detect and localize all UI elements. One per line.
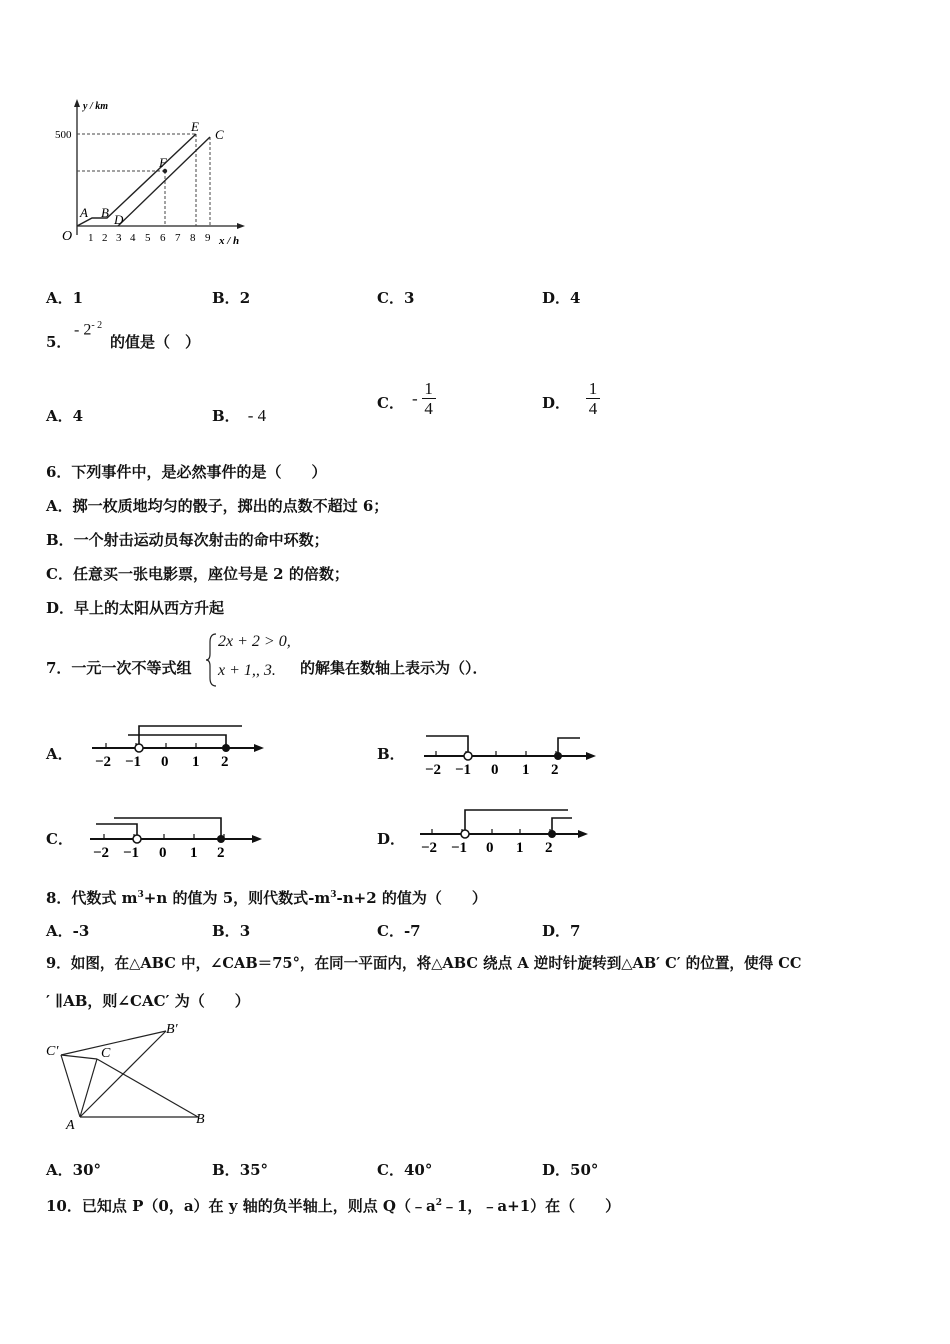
option-letter: B． (212, 922, 240, 940)
q7-numberline-a[interactable] (88, 722, 268, 770)
q4-option-c[interactable] (377, 287, 414, 308)
tick-label: −1 (451, 840, 468, 854)
x-tick: 7 (175, 232, 181, 244)
q8-stem-part1: 8．代数式 m (46, 889, 138, 907)
q5-option-a[interactable] (46, 405, 83, 426)
tick-label: 2 (545, 840, 553, 854)
tick-label: 1 (516, 840, 524, 854)
q4-option-a[interactable] (46, 287, 83, 308)
line-oabe (77, 134, 196, 226)
denominator: 4 (588, 399, 598, 418)
fraction (422, 379, 436, 418)
label-b: B (196, 1112, 205, 1127)
q6-option-b[interactable]: B．一个射击运动员每次射击的命中环数； (46, 531, 329, 549)
q7-brace-icon (206, 632, 218, 688)
q5-stem: 的值是（ ） (110, 333, 201, 351)
tick-label: −1 (455, 762, 472, 778)
tick-label: 0 (486, 840, 494, 854)
q9-stem-line1: 9．如图，在△ABC 中，∠CAB＝75°，在同一平面内，将△ABC 绕点 A 逆时针旋转到△AB′ C′ 的位置，使得 CC (46, 955, 802, 972)
x-tick: 8 (190, 232, 196, 244)
option-letter: B． (212, 407, 240, 425)
option-text: 40° (403, 1161, 433, 1179)
label-c-prime: C′ (46, 1044, 59, 1059)
option-sign: - (411, 388, 418, 408)
q5-option-b[interactable] (212, 405, 266, 426)
distance-time-graph (55, 95, 255, 255)
option-text: 1 (72, 289, 84, 307)
open-dot (464, 752, 472, 760)
label-c: C (101, 1046, 111, 1061)
q7-option-b-letter[interactable]: B． (377, 745, 405, 763)
option-letter: D． (542, 922, 571, 940)
q7-system-line2: x + 1,, 3. (218, 662, 276, 679)
option-letter: B． (212, 289, 240, 307)
q10-stem-part2: ﹣1，﹣a+1）在（ ） (441, 1197, 621, 1215)
q5-option-c[interactable] (377, 379, 436, 418)
x-tick: 4 (130, 232, 136, 244)
label-a: A (66, 1118, 75, 1133)
x-tick: 5 (145, 232, 151, 244)
q6-option-c[interactable]: C．任意买一张电影票，座位号是 2 的倍数； (46, 565, 349, 583)
q8-stem-part3: -n+2 的值为（ ） (336, 889, 487, 907)
tick-label: 0 (491, 762, 499, 778)
q7-option-d-letter[interactable]: D． (377, 830, 406, 848)
option-letter: C． (377, 394, 404, 412)
q7-prefix: 7．一元一次不等式组 (46, 659, 192, 677)
q9-stem-line2: ′ ∥AB，则∠CAC′ 为（ ） (46, 992, 250, 1010)
closed-dot (217, 835, 225, 843)
q8-option-b[interactable] (212, 920, 250, 941)
option-letter: A． (46, 407, 73, 425)
q7-numberline-d[interactable] (416, 806, 596, 854)
option-letter: D． (542, 289, 571, 307)
tick-label: −2 (425, 762, 442, 778)
q8-sup2: 3 (330, 890, 337, 900)
tick-label: −2 (95, 754, 112, 770)
option-text: 50° (570, 1161, 599, 1179)
x-axis-label: x / h (219, 235, 240, 247)
tick-label: −1 (123, 845, 140, 858)
q5-base: - 2 (74, 321, 92, 339)
option-text: 3 (239, 922, 251, 940)
q8-stem (46, 886, 487, 907)
fraction (586, 379, 600, 418)
q4-option-d[interactable] (542, 287, 580, 308)
label-b-prime: B′ (166, 1022, 178, 1037)
q7-option-c-letter[interactable]: C． (46, 830, 73, 848)
x-tick-labels (88, 232, 211, 244)
option-text: 3 (403, 289, 415, 307)
x-tick: 9 (205, 232, 211, 244)
tick-label: 2 (217, 845, 225, 858)
option-letter: C． (377, 1161, 404, 1179)
point-label-b: B (101, 205, 109, 220)
q6-stem: 6．下列事件中，是必然事件的是（ ） (46, 463, 327, 481)
tick-label: 2 (551, 762, 559, 778)
x-tick: 2 (102, 232, 108, 244)
denominator: 4 (424, 399, 433, 418)
q8-option-d[interactable] (542, 920, 580, 941)
point-label-e: E (191, 119, 199, 134)
y-axis-arrow (74, 99, 80, 107)
option-text: 35° (239, 1161, 269, 1179)
q8-stem-part2: +n 的值为 5，则代数式-m (143, 889, 331, 907)
tick-label: 1 (190, 845, 198, 858)
open-dot (133, 835, 141, 843)
option-letter: B． (212, 1161, 240, 1179)
option-text: 4 (570, 289, 581, 307)
tick-label: −2 (421, 840, 438, 854)
q7-option-a-letter[interactable]: A． (46, 745, 73, 763)
option-letter: A． (46, 1161, 73, 1179)
point-label-c: C (215, 127, 224, 142)
origin-label: O (62, 229, 73, 244)
open-dot (135, 744, 143, 752)
q9-option-c[interactable] (377, 1159, 432, 1180)
tick-label: −2 (93, 845, 110, 858)
point-label-a: A (80, 205, 88, 220)
option-value: - 4 (247, 406, 267, 425)
numerator: 1 (424, 379, 433, 398)
open-dot (461, 830, 469, 838)
option-letter: A． (46, 922, 73, 940)
closed-dot (222, 744, 230, 752)
option-letter: D． (542, 394, 571, 412)
tick-label: 2 (221, 754, 229, 770)
q4-option-b[interactable] (212, 287, 250, 308)
q10-sup: 2 (435, 1198, 442, 1208)
q7-suffix: 的解集在数轴上表示为（）． (300, 659, 488, 677)
y-axis-label: y / km (83, 101, 108, 112)
closed-dot (554, 752, 562, 760)
q8-option-a[interactable] (46, 920, 89, 941)
option-text: 30° (72, 1161, 102, 1179)
option-letter: D． (542, 1161, 571, 1179)
q10-stem-part1: 10．已知点 P（0，a）在 y 轴的负半轴上，则点 Q（﹣a (46, 1197, 436, 1215)
tick-label: 1 (522, 762, 530, 778)
q5-option-d[interactable] (542, 379, 600, 418)
tick-label: 0 (161, 754, 169, 770)
tick-label: 0 (159, 845, 167, 858)
q8-option-c[interactable] (377, 920, 421, 941)
numerator: 1 (588, 379, 598, 398)
tick-label: 1 (192, 754, 200, 770)
point-label-d: D (114, 212, 124, 227)
q9-option-d[interactable] (542, 1159, 598, 1180)
q5-exponent: - 2 (91, 320, 103, 331)
q7-numberline-b[interactable] (420, 730, 600, 778)
rotation-triangle-figure (40, 1015, 220, 1135)
q5-number: 5． (46, 333, 72, 351)
option-letter: C． (377, 922, 404, 940)
q5-expression (74, 320, 102, 339)
option-text: 2 (239, 289, 251, 307)
option-value: 4 (72, 407, 84, 425)
closed-dot (548, 830, 556, 838)
option-text: -7 (403, 922, 421, 940)
option-text: -3 (72, 922, 90, 940)
q10-stem (46, 1194, 620, 1215)
q7-numberline-c[interactable] (86, 810, 266, 858)
x-axis-arrow (237, 223, 245, 229)
q9-option-b[interactable] (212, 1159, 268, 1180)
x-tick: 6 (160, 232, 166, 244)
point-label-f: F (159, 155, 167, 170)
x-tick: 3 (116, 232, 122, 244)
x-tick: 1 (88, 232, 94, 244)
q9-option-a[interactable] (46, 1159, 101, 1180)
q6-option-d[interactable]: D．早上的太阳从西方升起 (46, 599, 225, 617)
option-letter: C． (377, 289, 404, 307)
y-tick-500: 500 (55, 129, 72, 141)
option-text: 7 (570, 922, 581, 940)
q6-option-a[interactable]: A．掷一枚质地均匀的骰子，掷出的点数不超过 6； (46, 497, 389, 515)
q7-system-line1: 2x + 2 > 0, (218, 633, 291, 650)
q8-sup1: 3 (137, 890, 144, 900)
option-letter: A． (46, 289, 73, 307)
tick-label: −1 (125, 754, 142, 770)
